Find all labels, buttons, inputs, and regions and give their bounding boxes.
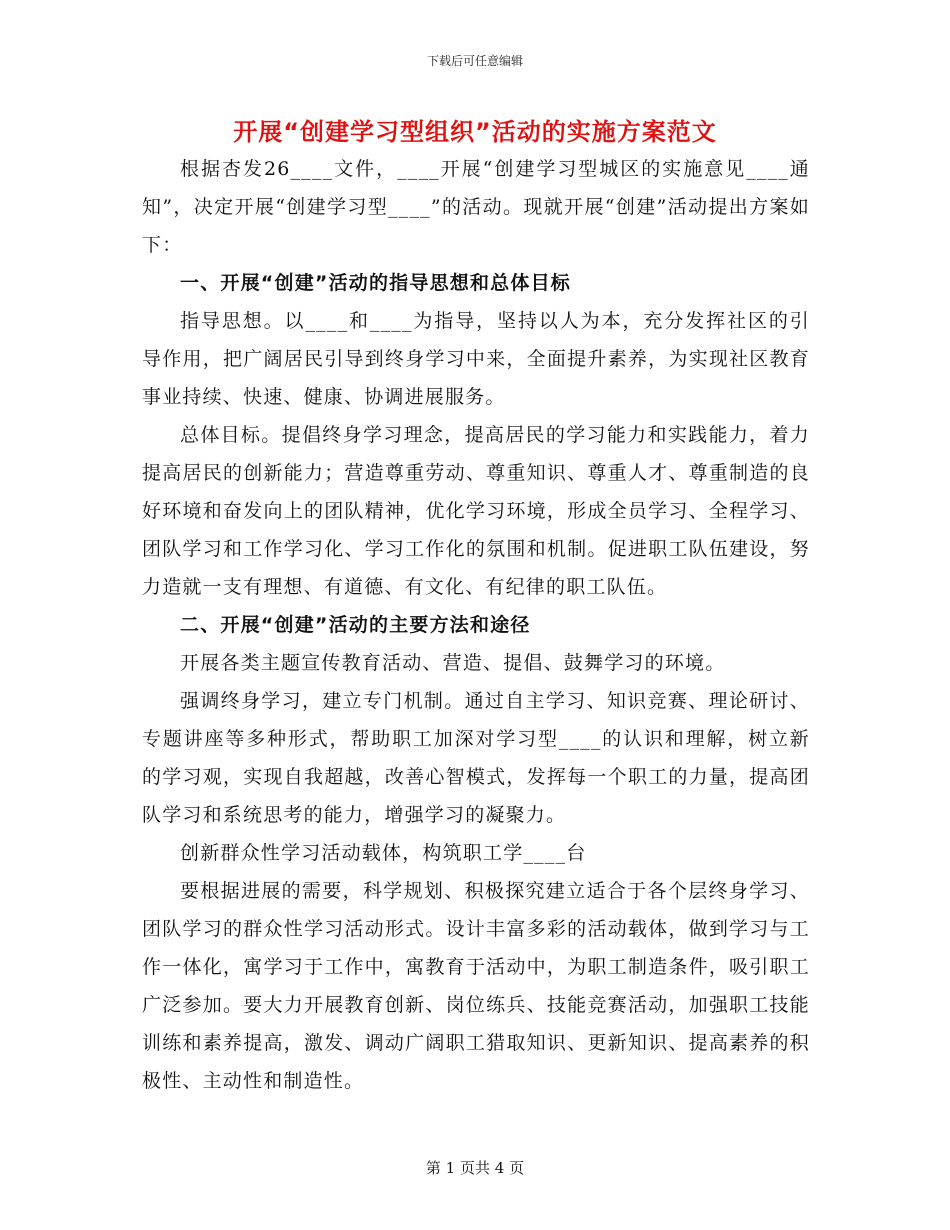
overall-goal-paragraph: 总体目标。提倡终身学习理念，提高居民的学习能力和实践能力，着力提高居民的创新能力；营造尊重劳动、尊重知识、尊重人才、尊重制造的良好环境和奋发向上的团队精神，优化学习环境，形成全员学习、全程学习、团队学习和工作学习化、学习工作化的氛围和机制。促进职工队伍建设，努力造就一支有理想、有道德、有文化、有纪律的职工队伍。 xyxy=(142,424,810,598)
body-paragraph: 要根据进展的需要，科学规划、积极探究建立适合于各个层终身学习、团队学习的群众性学习活动形式。设计丰富多彩的活动载体，做到学习与工作一体化，寓学习于工作中，寓教育于活动中，为职工制造条件，吸引职工广泛参加。要大力开展教育创新、岗位练兵、技能竞赛活动，加强职工技能训练和素养提高，激发、调动广阔职工猎取知识、更新知识、提高素养的积极性、主动性和制造性。 xyxy=(142,880,810,1092)
guiding-ideology-paragraph: 指导思想。以____和____为指导，坚持以人为本，充分发挥社区的引导作用，把广阔居民引导到终身学习中来，全面提升素养，为实现社区教育事业持续、快速、健康、协调进展服务。 xyxy=(142,310,810,408)
intro-paragraph: 根据杏发26____文件，____开展“创建学习型城区的实施意见____通知”，决定开展“创建学习型____”的活动。现就开展“创建”活动提出方案如下： xyxy=(142,158,810,256)
body-paragraph: 开展各类主题宣传教育活动、营造、提倡、鼓舞学习的环境。 xyxy=(180,652,726,674)
section-heading-1: 一、开展“创建”活动的指导思想和总体目标 xyxy=(180,272,571,294)
document-title: 开展“创建学习型组织”活动的实施方案范文 xyxy=(233,118,717,146)
page-header-note: 下载后可任意编辑 xyxy=(426,54,523,68)
document-body xyxy=(142,150,810,1100)
body-paragraph: 创新群众性学习活动载体，构筑职工学____台 xyxy=(180,842,587,864)
page-footer: 第 1 页共 4 页 xyxy=(425,1159,525,1177)
body-paragraph: 强调终身学习，建立专门机制。通过自主学习、知识竞赛、理论研讨、专题讲座等多种形式，帮助职工加深对学习型____的认识和理解，树立新的学习观，实现自我超越，改善心智模式，发挥每一个职工的力量，提高团队学习和系统思考的能力，增强学习的凝聚力。 xyxy=(142,690,810,826)
section-heading-2: 二、开展“创建”活动的主要方法和途径 xyxy=(180,614,531,636)
